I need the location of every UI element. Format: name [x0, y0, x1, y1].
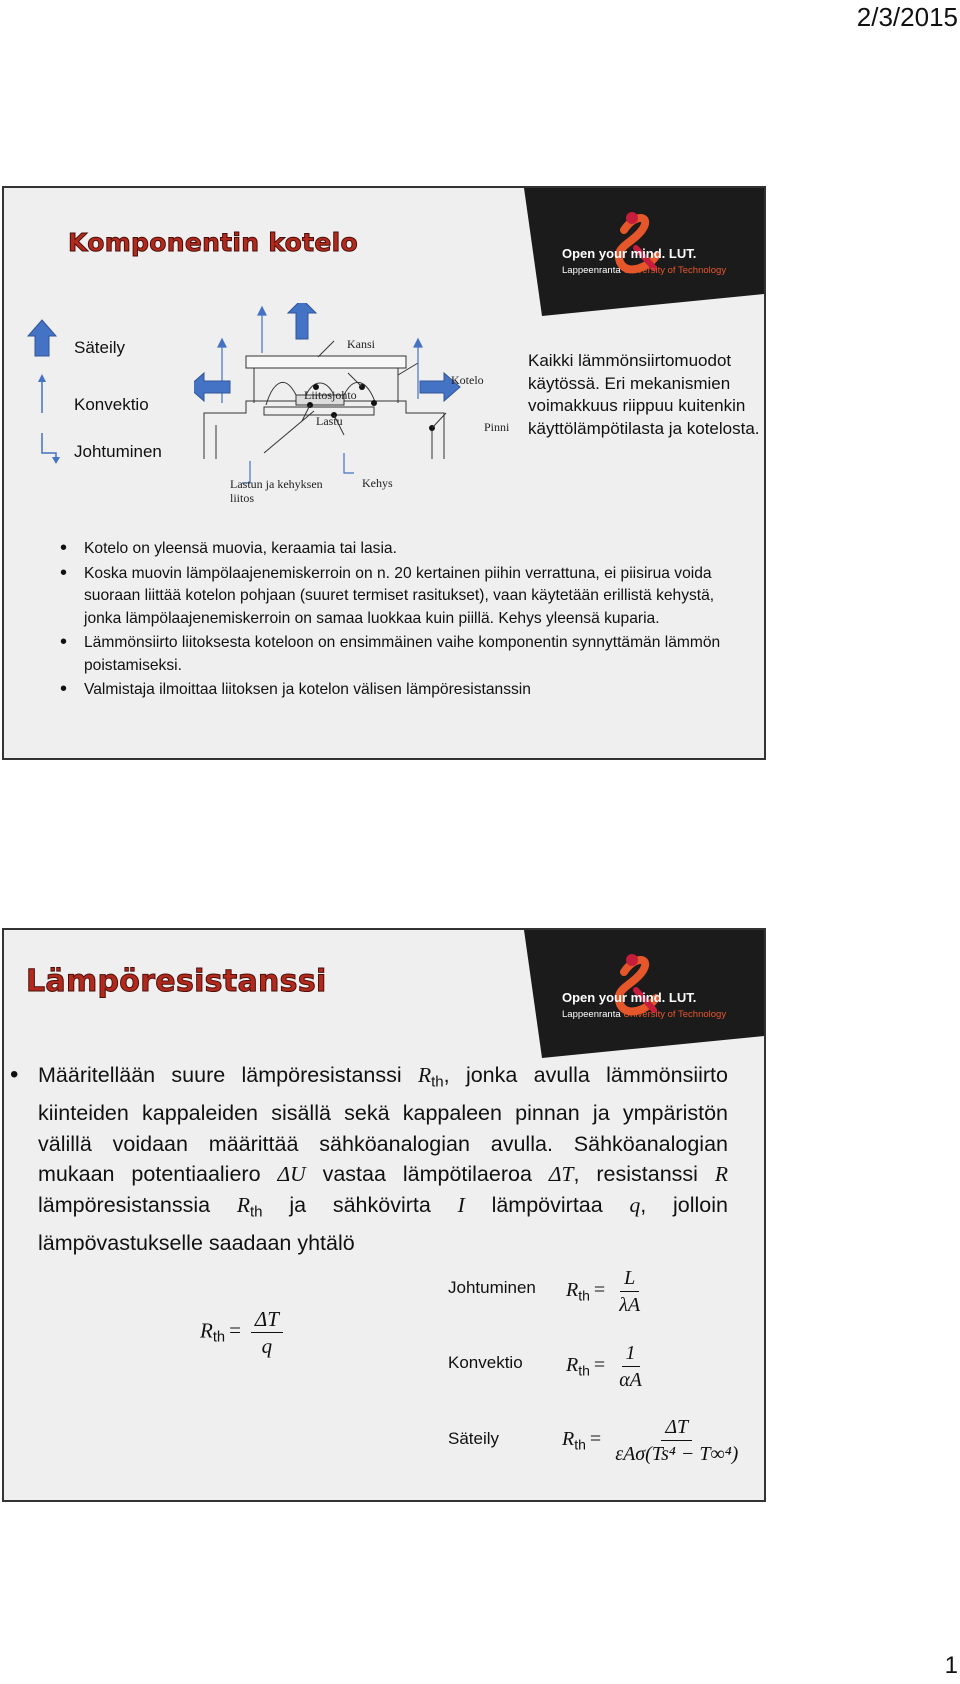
page-date: 2/3/2015	[856, 2, 958, 32]
main-formula: $R_{th}$ = $\frac{\Delta T}{q}$	[200, 1306, 283, 1359]
list-item: • Valmistaja ilmoittaa liitoksen ja kotelon välisen lämpöresistanssin	[84, 679, 724, 702]
legend-arrows	[22, 318, 62, 468]
slide-title: Lämpöresistanssi	[26, 964, 327, 999]
side-note: Kaikki lämmönsiirtomuodot käytössä. Eri mekanismien voimakkuus riippuu kuitenkin käyttölämpötilasta ja kotelosta.	[528, 351, 760, 438]
svg-text:Lappeenranta University of Tec	[562, 265, 726, 276]
list-item: • Lämmönsiirto liitoksesta koteloon on ensimmäinen vaihe komponentin synnyttämän lämmön poistamiseksi.	[84, 632, 724, 677]
logo-university: University of Technology	[623, 265, 727, 276]
lut-logo-banner	[524, 188, 764, 318]
svg-text:Lappeenranta University of Tec	[562, 1009, 726, 1020]
slide-lamporesistanssi	[2, 928, 766, 1502]
conduction-arrow-icon	[42, 433, 56, 460]
label-bond-line2: liitos	[230, 491, 255, 505]
page-number: 1	[944, 1652, 958, 1679]
label-bond-line1: Lastun ja kehyksen	[230, 477, 323, 491]
logo-slogan: Open your mind. LUT.	[562, 246, 697, 261]
label-pin: Pinni	[484, 420, 510, 434]
package-diagram	[194, 303, 494, 503]
case-outline	[204, 401, 444, 459]
formula-convection: $R_{th}$ = $\frac{1}{\alpha A}$	[566, 1342, 642, 1391]
label-cover: Kansi	[347, 337, 375, 351]
lut-banner	[524, 930, 764, 1060]
legend-conduction: Johtuminen	[74, 442, 162, 461]
list-item: • Kotelo on yleensä muovia, keraamia tai lasia.	[84, 538, 724, 561]
row-label-convection: Konvektio	[448, 1353, 523, 1372]
legend-convection: Konvektio	[74, 395, 149, 414]
row-label-conduction: Johtuminen	[448, 1278, 536, 1297]
logo-lappeenranta: Lappeenranta	[562, 265, 624, 276]
legend-radiation: Säteily	[74, 338, 126, 357]
list-item: • Koska muovin lämpölaajenemiskerroin on n. 20 kertainen piihin verrattuna, ei piisirua voida suoraan liittää kotelon pohjaan (suuret termiset rasitukset), vaan käytetään erillistä kehystä, jonka lämpölaajenemiskerroin on samaa luokkaa kuin piillä. Kehys yleensä kuparia.	[84, 563, 724, 631]
radiation-arrow-icon	[288, 303, 316, 339]
row-label-radiation: Säteily	[448, 1429, 500, 1448]
formula-conduction: $R_{th}$ = $\frac{L}{\lambda A}$	[566, 1267, 641, 1316]
logo-lappeenranta: Lappeenranta	[562, 1009, 624, 1020]
radiation-arrow-icon	[28, 320, 56, 356]
label-chip: Lastu	[316, 414, 343, 428]
lut-banner	[524, 188, 764, 318]
label-wire: Liitosjohto	[304, 388, 357, 402]
convection-left-arrow-icon	[194, 373, 230, 401]
definition-paragraph: • Määritellään suure lämpöresistanssi $R_{th}$, jonka avulla lämmönsiirto kiinteiden kappaleiden sisällä sekä kappaleen pinnan ja ympäristön välillä voidaan määrittää sähköanalogian avulla. Sähköanalogian mukaan potentiaaliero ΔU vastaa lämpötilaeroa ΔT, resistanssi R lämpöresistanssia $R_{th}$ ja sähkövirta I lämpövirtaa q, jolloin lämpövastukselle saadaan yhtälö	[38, 1060, 728, 1258]
bond-wire-left	[266, 382, 296, 405]
logo-slogan: Open your mind. LUT.	[562, 990, 697, 1005]
bullet-list	[38, 1060, 728, 1258]
logo-university: University of Technology	[623, 1009, 727, 1020]
label-frame: Kehys	[362, 476, 393, 490]
bullet-list	[84, 538, 724, 704]
slide-title: Komponentin kotelo	[68, 228, 358, 257]
lut-logo-banner	[524, 930, 764, 1060]
formula-radiation: $R_{th}$ = $\frac{\Delta T}{\text{εAσ(Ts⁴ − T∞⁴)}}$	[562, 1416, 739, 1465]
cover-shape	[246, 356, 406, 368]
label-case: Kotelo	[451, 373, 484, 387]
slide-komponentin-kotelo	[2, 186, 766, 760]
